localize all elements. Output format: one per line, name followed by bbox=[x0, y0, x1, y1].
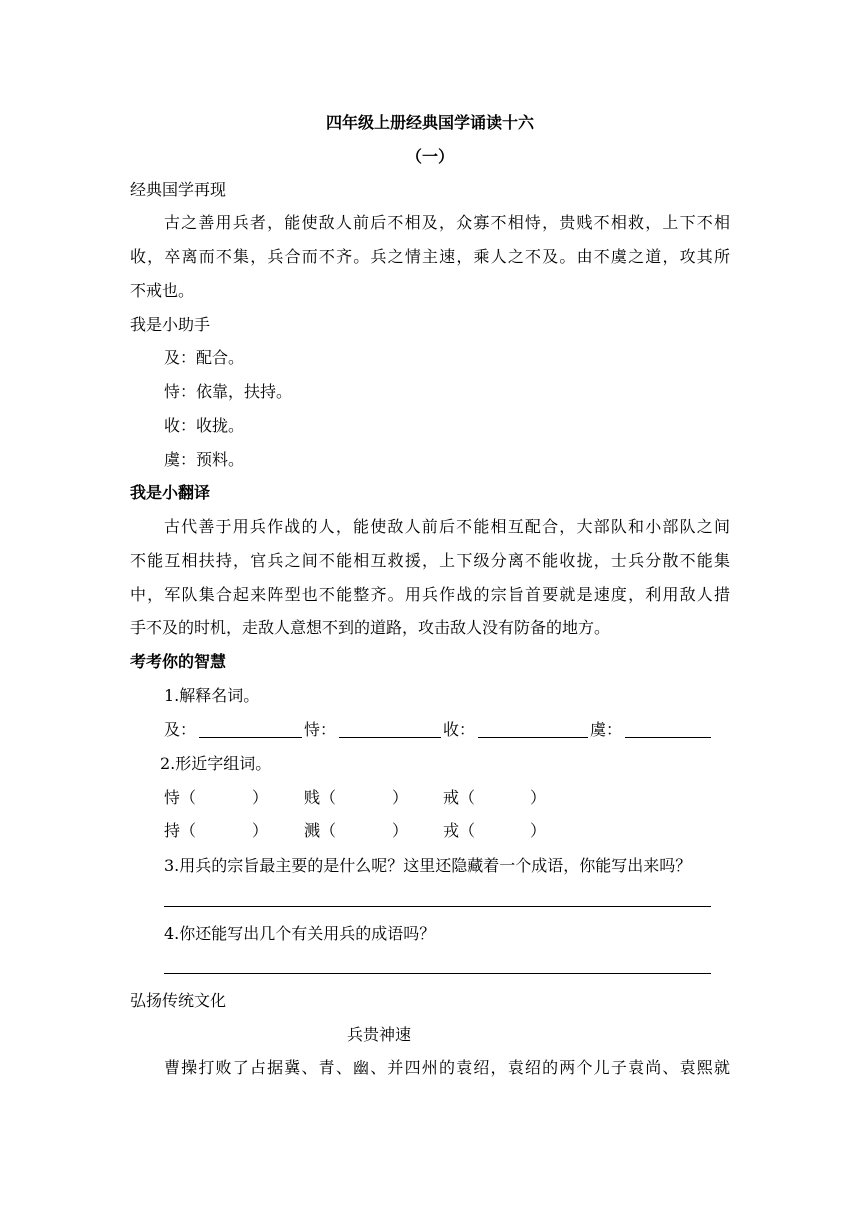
section-heading-helper: 我是小助手 bbox=[130, 315, 211, 334]
section-heading-culture: 弘扬传统文化 bbox=[130, 991, 227, 1010]
question-3-label: 3.用兵的宗旨最主要的是什么呢？这里还隐藏着一个成语，你能写出来吗？ bbox=[164, 856, 692, 875]
char-pair-open: 戒（ bbox=[443, 788, 476, 807]
answer-line[interactable] bbox=[164, 973, 711, 974]
term-label: 收： bbox=[443, 720, 476, 739]
glossary-item: 及：配合。 bbox=[164, 348, 245, 367]
translation-line: 不能互相扶持，官兵之间不能相互救援，上下级分离不能收拢，士兵分散不能集 bbox=[130, 551, 730, 570]
page-title: 四年级上册经典国学诵读十六 bbox=[325, 113, 534, 132]
question-4-label: 4.你还能写出几个有关用兵的成语吗？ bbox=[164, 924, 436, 943]
char-pair-open: 持（ bbox=[164, 821, 197, 840]
translation-line: 古代善于用兵作战的人，能使敌人前后不能相互配合，大部队和小部队之间 bbox=[164, 517, 730, 536]
classic-text-line: 收，卒离而不集，兵合而不齐。兵之情主速，乘人之不及。由不虞之道，攻其所 bbox=[130, 247, 730, 266]
section-heading-classic: 经典国学再现 bbox=[130, 180, 227, 199]
paren-close: ） bbox=[252, 788, 269, 807]
term-label: 虞： bbox=[590, 720, 623, 739]
classic-text-line: 古之善用兵者，能使敌人前后不相及，众寡不相恃，贵贱不相救，上下不相 bbox=[164, 213, 730, 232]
paren-close: ） bbox=[392, 788, 409, 807]
paren-close: ） bbox=[530, 788, 547, 807]
answer-blank[interactable] bbox=[625, 719, 711, 738]
char-pair-open: 戎（ bbox=[443, 821, 476, 840]
char-pair-open: 溅（ bbox=[304, 821, 337, 840]
paren-close: ） bbox=[392, 821, 409, 840]
part-number: （一） bbox=[405, 147, 454, 166]
answer-blank[interactable] bbox=[199, 719, 302, 738]
paren-close: ） bbox=[252, 821, 269, 840]
question-1-label: 1.解释名词。 bbox=[164, 686, 260, 705]
answer-blank[interactable] bbox=[339, 719, 441, 738]
term-label: 恃： bbox=[304, 720, 337, 739]
char-pair-open: 贱（ bbox=[304, 788, 337, 807]
story-title: 兵贵神速 bbox=[347, 1025, 412, 1044]
answer-blank[interactable] bbox=[478, 719, 588, 738]
glossary-item: 恃：依靠，扶持。 bbox=[164, 382, 293, 401]
glossary-item: 虞：预料。 bbox=[164, 450, 245, 469]
section-heading-quiz: 考考你的智慧 bbox=[130, 652, 227, 671]
section-heading-translation: 我是小翻译 bbox=[130, 483, 211, 502]
question-2-label: 2.形近字组词。 bbox=[160, 754, 272, 773]
classic-text-line: 不戒也。 bbox=[130, 281, 195, 300]
story-text-line: 曹操打败了占据冀、青、幽、并四州的袁绍，袁绍的两个儿子袁尚、袁熙就 bbox=[164, 1058, 730, 1077]
translation-line: 中，军队集合起来阵型也不能整齐。用兵作战的宗旨首要就是速度，利用敌人措 bbox=[130, 585, 730, 604]
translation-line: 手不及的时机，走敌人意想不到的道路，攻击敌人没有防备的地方。 bbox=[130, 618, 611, 637]
char-pair-open: 恃（ bbox=[164, 788, 197, 807]
paren-close: ） bbox=[530, 821, 547, 840]
term-label: 及： bbox=[164, 720, 197, 739]
answer-line[interactable] bbox=[164, 906, 711, 907]
glossary-item: 收：收拢。 bbox=[164, 416, 245, 435]
